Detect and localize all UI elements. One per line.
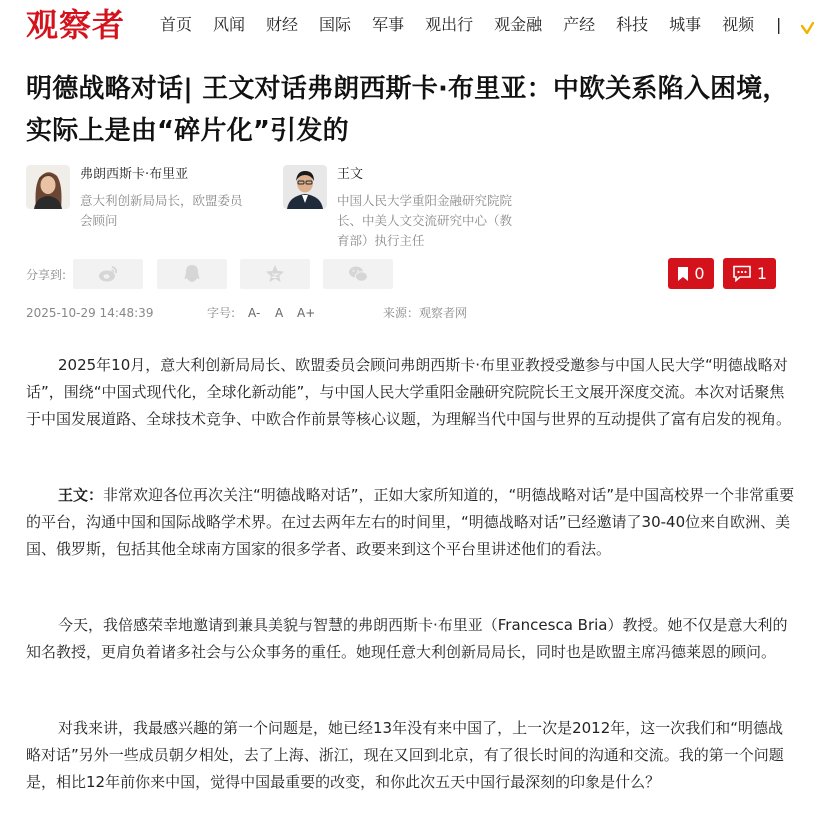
share-qq-button[interactable]	[157, 259, 227, 289]
site-header	[0, 0, 816, 52]
nav-separator: |	[776, 15, 782, 34]
share-label: 分享到:	[26, 268, 67, 282]
author-description: 中国人民大学重阳金融研究院院长、中美人文交流研究中心（教育部）执行主任	[337, 193, 513, 248]
article-paragraph	[26, 482, 796, 563]
font-size-decrease[interactable]: A-	[248, 306, 261, 320]
nav-item-travel[interactable]: 观出行	[425, 15, 474, 34]
author-name[interactable]: 王文	[337, 167, 364, 182]
article-paragraph	[26, 352, 796, 433]
author-card	[26, 165, 266, 255]
share-weibo-button[interactable]	[73, 259, 143, 289]
article-paragraph	[26, 715, 796, 796]
main-nav	[160, 14, 775, 36]
star-icon	[264, 263, 286, 285]
nav-item-home[interactable]: 首页	[160, 15, 193, 34]
author-avatar[interactable]	[26, 165, 70, 209]
site-logo[interactable]: 观察者	[26, 6, 126, 44]
author-description: 意大利创新局局长，欧盟委员会顾问	[80, 193, 243, 228]
paragraph-text: 非常欢迎各位再次关注“明德战略对话”，正如大家所知道的，“明德战略对话”是中国高校界一个非常重要的平台，沟通中国和国际战略学术界。在过去两年左右的时间里，“明德战略对话”已经邀请了30-40位来自欧洲、美国、俄罗斯，包括其他全球南方国家的很多学者、政要来到这个平台里讲述他们的看法。	[26, 486, 795, 558]
font-size-increase[interactable]: A+	[297, 306, 316, 320]
comment-icon	[732, 265, 752, 282]
article-source: 来源：观察者网	[383, 306, 468, 320]
comment-button[interactable]	[723, 258, 776, 289]
author-name[interactable]: 弗朗西斯卡·布里亚	[80, 167, 189, 182]
share-qzone-button[interactable]	[240, 259, 310, 289]
nav-item-military[interactable]: 军事	[372, 15, 405, 34]
article-paragraph	[26, 612, 796, 666]
font-size-default[interactable]: A	[275, 306, 284, 320]
comment-count: 1	[756, 264, 768, 283]
nav-item-video[interactable]: 视频	[722, 15, 755, 34]
paragraph-text: 今天，我倍感荣幸地邀请到兼具美貌与智慧的弗朗西斯卡·布里亚（Francesca Bria）教授。她不仅是意大利的知名教授，更肩负着诸多社会与公众事务的重任。她现任意大利创新局局长，同时也是欧盟主席冯德莱恩的顾问。	[26, 616, 788, 661]
paragraph-text: 2025年10月，意大利创新局局长、欧盟委员会顾问弗朗西斯卡·布里亚教授受邀参与中国人民大学“明德战略对话”，围绕“中国式现代化，全球化新动能”，与中国人民大学重阳金融研究院院长王文展开深度交流。本次对话聚焦于中国发展道路、全球技术竞争、中欧合作前景等核心议题，为理解当代中国与世界的互动提供了富有启发的视角。	[26, 356, 792, 428]
favorite-count: 0	[694, 264, 705, 283]
font-size-label: 字号:	[207, 306, 236, 320]
nav-item-banking[interactable]: 观金融	[494, 15, 543, 34]
qq-icon	[181, 263, 203, 285]
portrait-icon	[26, 165, 70, 209]
nav-item-city[interactable]: 城事	[669, 15, 702, 34]
nav-item-tech[interactable]: 科技	[616, 15, 649, 34]
author-card	[283, 165, 523, 255]
favorite-button[interactable]	[668, 258, 714, 289]
weibo-icon	[97, 263, 119, 285]
nav-item-finance[interactable]: 财经	[266, 15, 299, 34]
speaker-label: 王文：	[58, 486, 104, 504]
paragraph-text: 对我来讲，我最感兴趣的第一个问题是，她已经13年没有来中国了，上一次是2012年，这一次我们和“明德战略对话”另外一些成员朝夕相处，去了上海、浙江，现在又回到北京，有了很长时间的沟通和交流。我的第一个问题是，相比12年前你来中国，觉得中国最重要的改变，和你此次五天中国行最深刻的印象是什么？	[26, 719, 784, 791]
wechat-icon	[347, 263, 369, 285]
nav-item-industry[interactable]: 产经	[563, 15, 596, 34]
bookmark-icon	[677, 266, 689, 282]
lightning-icon[interactable]	[800, 20, 814, 34]
publish-date: 2025-10-29 14:48:39	[26, 306, 154, 320]
article-title: 明德战略对话| 王文对话弗朗西斯卡·布里亚：中欧关系陷入困境，实际上是由“碎片化”引发的	[26, 74, 789, 146]
author-avatar[interactable]	[283, 165, 327, 209]
nav-item-fengwen[interactable]: 风闻	[213, 15, 246, 34]
nav-item-international[interactable]: 国际	[319, 15, 352, 34]
share-wechat-button[interactable]	[323, 259, 393, 289]
portrait-icon	[283, 165, 327, 209]
